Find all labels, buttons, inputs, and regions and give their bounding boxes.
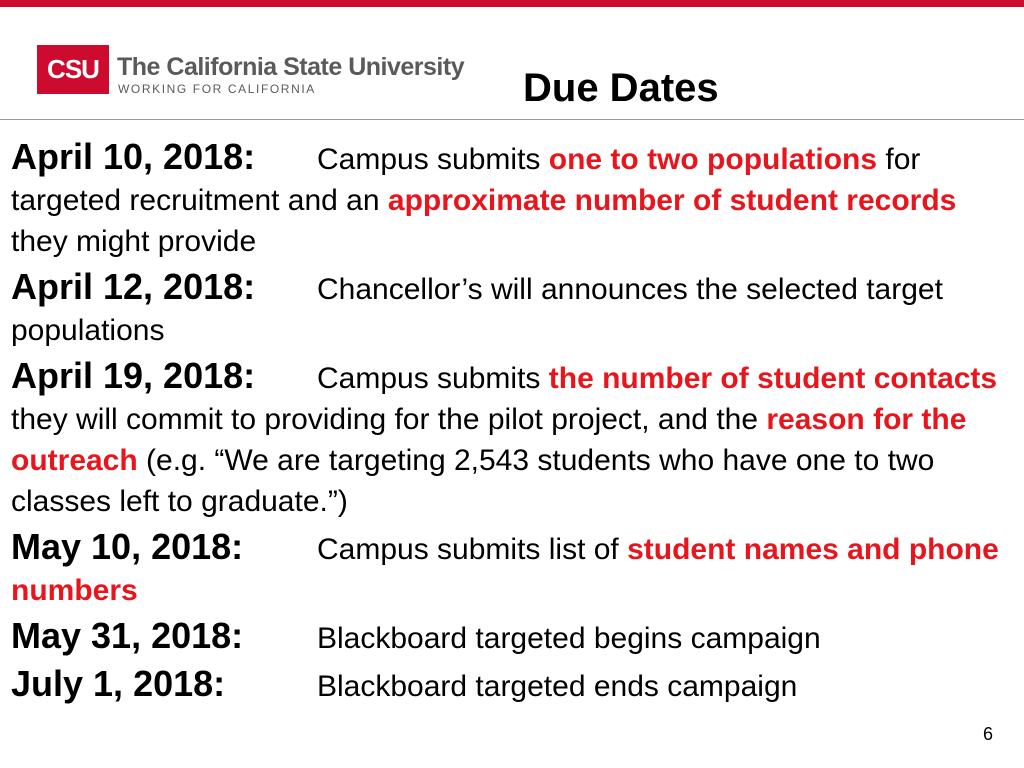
entry-date: May 31, 2018:: [11, 615, 244, 656]
entry-highlight: approximate number of student records: [387, 184, 957, 217]
slide-title: Due Dates: [523, 66, 719, 110]
entry-text: they will commit to providing for the pilot project, and the: [11, 403, 767, 436]
due-date-entry-july-1: [11, 663, 1016, 707]
logo-title: The California State University: [117, 53, 465, 81]
entry-date: April 10, 2018:: [11, 136, 256, 177]
due-date-entry-april-19: [11, 355, 1016, 522]
entry-text: Campus submits: [317, 143, 549, 176]
top-accent-bar: [0, 0, 1024, 7]
entry-date: April 19, 2018:: [11, 355, 256, 396]
due-date-entry-april-10: [11, 136, 1016, 262]
page-number: 6: [983, 724, 994, 744]
logo-subtitle: WORKING FOR CALIFORNIA: [118, 82, 316, 96]
entry-highlight: the number of student contacts: [548, 362, 998, 395]
entry-text: Campus submits: [317, 362, 549, 395]
entry-text: (e.g. “We are targeting 2,543 students who have one to two classes left to graduate.”): [11, 444, 935, 518]
due-dates-list: [11, 136, 1016, 711]
entry-text: Campus submits list of: [317, 533, 628, 566]
entry-text: Blackboard targeted ends campaign: [317, 670, 798, 703]
due-date-entry-may-31: [11, 615, 1016, 659]
header-divider: [0, 119, 1024, 120]
entry-text: they might provide: [11, 225, 257, 258]
due-date-entry-april-12: [11, 266, 1016, 351]
csu-logo-mark: [37, 45, 109, 94]
entry-date: April 12, 2018:: [11, 266, 256, 307]
entry-highlight: reason for the outreach: [11, 403, 967, 477]
entry-text: for targeted recruitment and an: [11, 143, 921, 217]
entry-text: Blackboard targeted begins campaign: [317, 622, 821, 655]
entry-highlight: student names and phone numbers: [11, 533, 999, 607]
due-date-entry-may-10: [11, 526, 1016, 611]
entry-date: May 10, 2018:: [11, 526, 244, 567]
entry-date: July 1, 2018:: [11, 663, 226, 704]
entry-highlight: one to two populations: [548, 143, 878, 176]
entry-text: Chancellor’s will announces the selected target populations: [11, 273, 943, 347]
logo-mark-text: CSU: [47, 54, 99, 84]
